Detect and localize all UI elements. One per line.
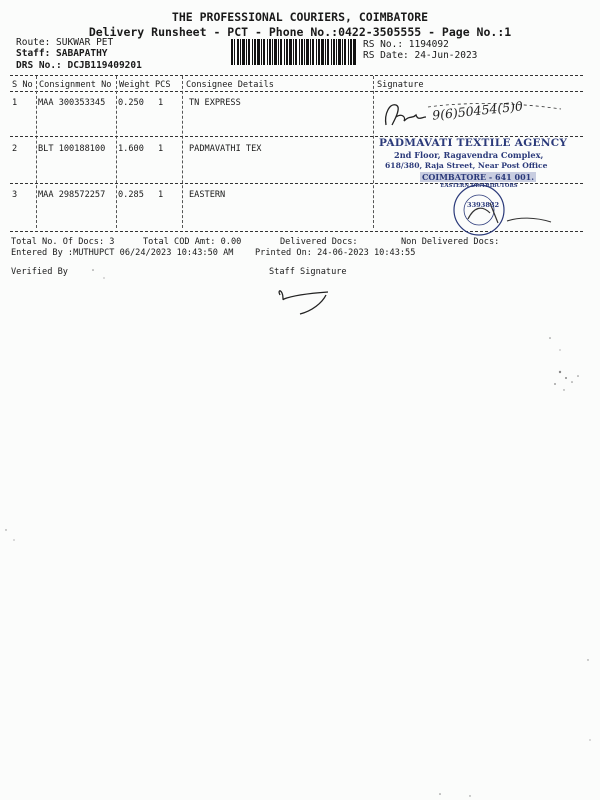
rs-date: RS Date: 24-Jun-2023 xyxy=(363,50,478,61)
row-consignment: MAA 300353345 xyxy=(38,98,106,108)
stamp-padmavati-line2: 618/380, Raja Street, Near Post Office xyxy=(385,161,548,170)
rs-number: RS No.: 1194092 xyxy=(363,39,449,50)
stamp-padmavati-line1: 2nd Floor, Ragavendra Complex, xyxy=(394,150,544,160)
staff-signature-label: Staff Signature xyxy=(269,267,347,277)
document-subtitle: Delivery Runsheet - PCT - Phone No.:0422-3505555 - Page No.:1 xyxy=(88,25,512,39)
row-weight: 1.600 xyxy=(118,144,144,154)
stamp-padmavati-line3: COIMBATORE - 641 001. xyxy=(422,172,534,182)
stamp-eastern-number: 3393832 xyxy=(467,201,500,209)
printed-on: Printed On: 24-06-2023 10:43:55 xyxy=(255,248,416,258)
row-sno: 1 xyxy=(12,98,18,108)
header-weight: Weight xyxy=(119,80,151,90)
header-consignee: Consignee Details xyxy=(186,80,274,90)
header-pcs: PCS xyxy=(155,80,171,90)
total-cod: Total COD Amt: 0.00 xyxy=(143,237,242,247)
header-consignment: Consignment No xyxy=(39,80,112,90)
stamp-padmavati-name: PADMAVATI TEXTILE AGENCY xyxy=(379,137,568,149)
row-pcs: 1 xyxy=(158,190,164,200)
stamp-eastern-text: EASTERN DISTRIBUTORS xyxy=(440,183,518,189)
staff-label: Staff: SABAPATHY xyxy=(16,48,108,59)
total-docs: Total No. Of Docs: 3 xyxy=(11,237,115,247)
row-weight: 0.250 xyxy=(118,98,144,108)
non-delivered-docs: Non Delivered Docs: xyxy=(401,237,500,247)
header-signature: Signature xyxy=(377,80,424,90)
header-sno: S No xyxy=(12,80,33,90)
row-consignee: TN EXPRESS xyxy=(189,98,241,108)
delivered-docs: Delivered Docs: xyxy=(280,237,358,247)
route-label: Route: SUKWAR PET xyxy=(16,37,114,48)
row-consignment: BLT 100188100 xyxy=(38,144,106,154)
handwritten-phone: 9(6)50454(5)0 xyxy=(431,98,524,123)
row-sno: 2 xyxy=(12,144,18,154)
document-title: THE PROFESSIONAL COURIERS, COIMBATORE xyxy=(171,10,429,24)
row-weight: 0.285 xyxy=(118,190,144,200)
row-consignee: PADMAVATHI TEX xyxy=(189,144,262,154)
row-consignee: EASTERN xyxy=(189,190,226,200)
row-consignment: MAA 298572257 xyxy=(38,190,106,200)
entered-by: Entered By :MUTHUPCT 06/24/2023 10:43:50 AM xyxy=(11,248,234,258)
row-sno: 3 xyxy=(12,190,18,200)
drs-number: DRS No.: DCJB119409201 xyxy=(16,60,142,71)
row-pcs: 1 xyxy=(158,98,164,108)
verified-by: Verified By xyxy=(11,267,68,277)
row-pcs: 1 xyxy=(158,144,164,154)
